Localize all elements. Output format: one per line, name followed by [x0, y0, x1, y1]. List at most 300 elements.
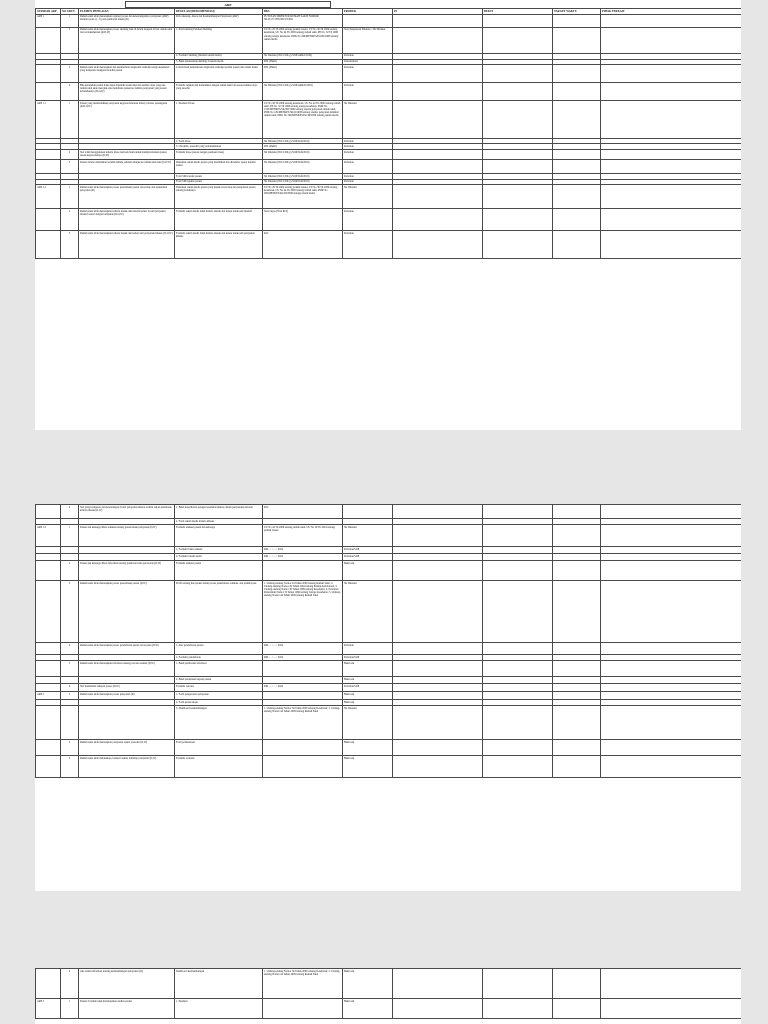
- cell-target: [553, 27, 601, 53]
- cell-pj: [393, 706, 483, 740]
- cell-standar: [36, 150, 61, 160]
- cell-regulasi: 1. Bukti keterlibatan petugas kesehatan khusus dalam penyusunan kriteria: [175, 505, 263, 519]
- cell-bks: RTL (Bukti): [263, 144, 343, 150]
- cell-pihak: [601, 184, 742, 208]
- cell-pihak: [601, 160, 742, 174]
- cell-elemen: [79, 677, 175, 684]
- document-page-1: [35, 0, 741, 430]
- cell-target: [553, 554, 601, 561]
- cell-regulasi: Form SM rujukan pasien: [175, 179, 263, 184]
- cell-regulasi: Perlu menang. Akses dan Kesinambungan Pelayanan (ARP): [175, 14, 263, 27]
- cell-elemen: Rumah sakit telah menetapkan pelayanan sesuai prosedur (D,W): [79, 740, 175, 756]
- cell-elemen: Pasien yang membutuhkan pelayanan kegawatdaruratan diberi prioritas penanganan (R,D,O,W): [79, 101, 175, 139]
- cell-bukti: [483, 643, 553, 655]
- cell-bukti: [483, 677, 553, 684]
- cell-bks: 1. Undang-undang Nomor 44 Tahun 2009 tentang Rumah Sakit; 2. Undang-undang Nomor 29 Tahun 2004 tentang Praktik Kedokteran; 3. Undang-undang Nomor 36 Tahun 2009 tentang Kesehatan; 4. Peraturan Pemerintah Nomor 32 Tahun 1996 tentang Tenaga Kesehatan; 5. Undang-undang Nomor 44 Tahun 2009 tentang Rumah Sakit: [263, 581, 343, 643]
- cell-elemen: Rumah sakit telah menetapkan regulasi proses dan kewenangannya pelayanan (ARP) meliputi poin a) – f) pada gambaran umum (R): [79, 14, 175, 27]
- cell-bks: SK Direktur (NO/1/XII-yy/SOP/IGD/2019): [263, 179, 343, 184]
- table-row: [36, 756, 742, 778]
- cell-target: [553, 83, 601, 101]
- cell-bks: RTL (Bukti): [263, 65, 343, 83]
- table-row: [36, 684, 742, 692]
- cell-bks: RM … / … / 2022: [263, 643, 343, 655]
- table-row: [36, 706, 742, 740]
- cell-bukti: [483, 83, 553, 101]
- cell-regulasi: 2. Form rekam medis kriteria khusus: [175, 519, 263, 525]
- table-row: [36, 554, 742, 561]
- cell-pihak: [601, 547, 742, 554]
- cell-regulasi: Formulir rencana: [175, 684, 263, 692]
- cell-pj: [393, 999, 483, 1019]
- cell-produk: Pedoman: [343, 65, 393, 83]
- cell-bks: SK Direktur (NO/1/XII-yy/SOP/ARK/I/2019): [263, 53, 343, 59]
- page-1-table: [35, 8, 741, 259]
- cell-produk: Bukti edu: [343, 756, 393, 778]
- cell-bks: RM … / … / 2022: [263, 655, 343, 661]
- cell-bks: SK Direktur (NO/1/XII-yy/SOP/IGD/2019): [263, 139, 343, 144]
- cell-target: [553, 661, 601, 677]
- cell-bks: RM … / … / 2022: [263, 684, 343, 692]
- cell-pj: [393, 740, 483, 756]
- table-row: [36, 999, 742, 1019]
- cell-bukti: [483, 525, 553, 547]
- table-row: [36, 184, 742, 208]
- cell-bks: PUTUSAN DIREKTUR RUMAH SAKIT NOMOR SK.01.07/1385/XII/VI/2021: [263, 14, 343, 27]
- cell-pihak: [601, 525, 742, 547]
- cell-regulasi: 3. Checklist, prosedur yang terdokumentasi: [175, 144, 263, 150]
- cell-pj: [393, 684, 483, 692]
- cell-bks: RM … / … / 2022: [263, 554, 343, 561]
- cell-regulasi: 1. Profil tentang Panduan Skrining: [175, 27, 263, 53]
- cell-standar: [36, 684, 61, 692]
- cell-elemen: [79, 547, 175, 554]
- page-2-body: [36, 505, 742, 778]
- cell-pihak: [601, 561, 742, 581]
- cell-regulasi: 1. Formulir bukti edukasi: [175, 547, 263, 554]
- cell-bks: UU No 44 Th 2009 tentang rumah sakit, UU No 29 Th 2004 tentang praktik dokter: [263, 525, 343, 547]
- cell-pihak: [601, 661, 742, 677]
- table-row: [36, 692, 742, 700]
- cell-pj: [393, 101, 483, 139]
- cell-regulasi: 3. Dashboard kesinambungan: [175, 706, 263, 740]
- cell-standar: [36, 208, 61, 230]
- cell-produk: SK Direktur: [343, 101, 393, 139]
- cell-regulasi: 1. Panduan Triase: [175, 101, 263, 139]
- cell-standar: [36, 643, 61, 655]
- cell-produk: Pedoman/SOP: [343, 655, 393, 661]
- cell-produk: [343, 14, 393, 27]
- document-page-3: [35, 968, 741, 1024]
- cell-bukti: [483, 661, 553, 677]
- cell-no: 6: [61, 684, 79, 692]
- cell-elemen: Staf telah menggunakan kriteria triase berbasis bukti untuk memprioritaskan pasien sesuai kegawatannya (D,W): [79, 150, 175, 160]
- cell-target: [553, 525, 601, 547]
- cell-pihak: [601, 740, 742, 756]
- cell-pihak: [601, 230, 742, 258]
- header-produk: PRODUK: [343, 9, 393, 15]
- cell-no: 4: [61, 505, 79, 519]
- table-row: [36, 661, 742, 677]
- cell-pj: [393, 547, 483, 554]
- cell-no: 4: [61, 969, 79, 999]
- cell-pj: [393, 643, 483, 655]
- cell-elemen: Pasien di rumah sakit mendapatkan asuhan pasien: [79, 999, 175, 1019]
- cell-target: [553, 547, 601, 554]
- cell-target: [553, 999, 601, 1019]
- cell-pihak: [601, 969, 742, 999]
- cell-regulasi: 1. Form pengawasan pelayanan: [175, 692, 263, 700]
- cell-elemen: Pasien darurat distabilkan terlebih dahulu sebelum dirujuk ke rumah sakit lain (D,O,W): [79, 160, 175, 174]
- cell-no: [61, 706, 79, 740]
- cell-bks: [263, 677, 343, 684]
- table-row: [36, 150, 742, 160]
- cell-bks: RCI: [263, 230, 343, 258]
- cell-produk: SK Direktur: [343, 184, 393, 208]
- cell-target: [553, 230, 601, 258]
- cell-produk: Dokumentasi: [343, 59, 393, 64]
- cell-bks: SK Direktur (NO/1/XII-yy/SOP/IGD/2019): [263, 160, 343, 174]
- cell-target: [553, 101, 601, 139]
- cell-bukti: [483, 999, 553, 1019]
- cell-bukti: [483, 101, 553, 139]
- cell-regulasi: Formulir evaluasi: [175, 756, 263, 778]
- cell-produk: Pedoman: [343, 139, 393, 144]
- cell-produk: SK Direktur: [343, 525, 393, 547]
- cell-produk: Surat Keputusan Direktur / SK Direktur: [343, 27, 393, 53]
- cell-no: 4: [61, 643, 79, 655]
- cell-target: [553, 208, 601, 230]
- cell-pihak: [601, 999, 742, 1019]
- table-row: [36, 160, 742, 174]
- cell-pihak: [601, 756, 742, 778]
- cell-regulasi: Formulir triase (sesuai dengan panduan triase): [175, 150, 263, 160]
- table-row: [36, 561, 742, 581]
- cell-standar: [36, 27, 61, 53]
- cell-bks: [263, 999, 343, 1019]
- table-row: [36, 525, 742, 547]
- cell-no: 2: [61, 740, 79, 756]
- cell-bks: UU No 36 Th 2009 tentang kesehatan, UU No 44 Th 2009 tentang rumah sakit, PP No. 32 Th 1996 tentang tenaga kesehatan, PMK No 1333/MENKES/SK/XII/1999 tentang standar pelayanan rumah sakit, PMK No 129/MENKES/SK/II/2008 tentang standar pelayanan minimal rumah sakit, PMK No 269/MENKES/Per/III/2008 tentang rekam medis: [263, 101, 343, 139]
- cell-elemen: Rumah sakit telah menetapkan proses pendaftaran pasien rawat jalan (D,W): [79, 643, 175, 655]
- header-pihak: PIHAK TERKAIT: [601, 9, 742, 15]
- cell-pj: [393, 756, 483, 778]
- header-no: NO URUT: [61, 9, 79, 15]
- cell-bks: 1. Undang-undang Nomor 36 Tahun 2009 tentang Kesehatan; 2. Undang-undang Nomor 44 Tahun 2009 tentang Rumah Sakit: [263, 969, 343, 999]
- table-row: [36, 208, 742, 230]
- cell-elemen: Bila kebutuhan pasien tidak dapat dipenuhi sesuai misi dan sumber daya yang ada, rumah sakit akan merujuk atau membantu pasien ke fasilitas pelayanan yang sesuai kebutuhannya (D,O,W): [79, 83, 175, 101]
- header-bukti: BUKTI: [483, 9, 553, 15]
- cell-pihak: [601, 65, 742, 83]
- header-pj: PJ: [393, 9, 483, 15]
- cell-pj: [393, 208, 483, 230]
- cell-bks: SK Direktur (NO/1/XII-yy/SOP/IGD/2019): [263, 174, 343, 179]
- cell-target: [553, 684, 601, 692]
- cell-no: [61, 554, 79, 561]
- cell-produk: Bukti edu: [343, 740, 393, 756]
- cell-regulasi: 2. Formulir Skrining (Intensif rekam medis): [175, 53, 263, 59]
- cell-standar: ARP 1.2: [36, 184, 61, 208]
- cell-standar: [36, 756, 61, 778]
- cell-target: [553, 969, 601, 999]
- cell-produk: Pedoman/SOP: [343, 547, 393, 554]
- cell-regulasi: 2. Bukti penjelasan kepada pasien: [175, 677, 263, 684]
- cell-produk: Pedoman/SOP: [343, 554, 393, 561]
- cell-pihak: [601, 101, 742, 139]
- cell-elemen: [79, 554, 175, 561]
- cell-pj: [393, 27, 483, 53]
- cell-standar: [36, 65, 61, 83]
- table-row: [36, 740, 742, 756]
- cell-bks: [263, 756, 343, 778]
- table-row: [36, 230, 742, 258]
- table-row: [36, 14, 742, 27]
- cell-pihak: [601, 643, 742, 655]
- cell-no: 1: [61, 999, 79, 1019]
- cell-pj: [393, 505, 483, 519]
- cell-produk: Pedoman: [343, 230, 393, 258]
- cell-standar: [36, 561, 61, 581]
- cell-regulasi: Formulir edukasi pasien dan keluarga: [175, 525, 263, 547]
- cell-standar: ARP 3: [36, 999, 61, 1019]
- table-row: [36, 581, 742, 643]
- cell-pihak: [601, 706, 742, 740]
- cell-produk: Pedoman: [343, 83, 393, 101]
- cell-target: [553, 756, 601, 778]
- cell-pj: [393, 581, 483, 643]
- cell-bukti: [483, 684, 553, 692]
- cell-elemen: Pasien dan keluarga diberi edukasi tentang perencanaan pelayanan (D,W): [79, 525, 175, 547]
- cell-bks: SK Direktur (NO/1/XII-yy/SOP/ARK/II/2019): [263, 83, 343, 101]
- table-row: [36, 547, 742, 554]
- cell-bukti: [483, 756, 553, 778]
- cell-pj: [393, 969, 483, 999]
- cell-bukti: [483, 561, 553, 581]
- cell-bks: UU No 29 Th 2004 tentang praktik dokter, UU No 36 Th 2009 tentang kesehatan, UU No 44 Th 2009 tentang rumah sakit, PP No. 32 Th 1996 tentang tenaga kesehatan, PMK No 269/MENKES/Per/III/2008 tentang rekam medis: [263, 27, 343, 53]
- cell-pihak: [601, 83, 742, 101]
- cell-elemen: [79, 706, 175, 740]
- cell-elemen: Rumah sakit telah menetapkan proses skrining baik di dalam maupun di luar rumah sakit dan terdokumentasi (R,D,W): [79, 27, 175, 53]
- table-row: [36, 677, 742, 684]
- table-row: [36, 83, 742, 101]
- cell-standar: [36, 969, 61, 999]
- cell-pj: [393, 554, 483, 561]
- cell-regulasi: 2. Formulir pendaftaran: [175, 655, 263, 661]
- cell-target: [553, 160, 601, 174]
- cell-produk: Pedoman: [343, 53, 393, 59]
- cell-target: [553, 65, 601, 83]
- cell-standar: [36, 677, 61, 684]
- cell-no: 1: [61, 184, 79, 208]
- cell-regulasi: 1. Alur pendaftaran pasien: [175, 643, 263, 655]
- cell-bukti: [483, 505, 553, 519]
- cell-bukti: [483, 150, 553, 160]
- cell-produk: Bukti edu: [343, 692, 393, 700]
- cell-pj: [393, 561, 483, 581]
- cell-bukti: [483, 27, 553, 53]
- cell-regulasi: 1. Bukti pemberian informasi: [175, 661, 263, 677]
- cell-produk: Pedoman: [343, 144, 393, 150]
- cell-pj: [393, 184, 483, 208]
- cell-no: 1: [61, 14, 79, 27]
- cell-bks: [263, 561, 343, 581]
- cell-standar: ARP 1.3: [36, 525, 61, 547]
- cell-target: [553, 740, 601, 756]
- cell-bukti: [483, 65, 553, 83]
- cell-produk: Pedoman: [343, 643, 393, 655]
- cell-standar: [36, 554, 61, 561]
- cell-no: 4: [61, 83, 79, 101]
- cell-bukti: [483, 184, 553, 208]
- cell-bukti: [483, 547, 553, 554]
- table-row: [36, 643, 742, 655]
- cell-no: [61, 677, 79, 684]
- cell-produk: Bukti edu: [343, 677, 393, 684]
- cell-bks: RM … / … / 2022: [263, 547, 343, 554]
- cell-elemen: Rumah sakit telah menetapkan proses pelayanan (R): [79, 692, 175, 700]
- header-elemen: ELEMEN PENILAIAN: [79, 9, 175, 15]
- cell-bukti: [483, 969, 553, 999]
- cell-target: [553, 150, 601, 160]
- cell-bks: RTL (Bukti): [263, 59, 343, 64]
- cell-no: 2: [61, 150, 79, 160]
- cell-regulasi: Form SM transfer pasien: [175, 174, 263, 179]
- cell-bks: [263, 692, 343, 700]
- cell-standar: [36, 505, 61, 519]
- cell-pihak: [601, 581, 742, 643]
- cell-regulasi: Dokumen rekam medis pasien yang masuk rawat inap dan penjelasan pasien tentang kondisinya: [175, 184, 263, 208]
- cell-produk: SK Direktur: [343, 706, 393, 740]
- header-target: TARGET WAKTU: [553, 9, 601, 15]
- cell-pihak: [601, 677, 742, 684]
- cell-standar: [36, 581, 61, 643]
- cell-bks: RCI: [263, 505, 343, 519]
- cell-regulasi: Contoh hasil pemeriksaan diagnostik terhadap kondisi pasien dan rekam medis: [175, 65, 263, 83]
- cell-elemen: Rumah sakit telah menetapkan dan memberikan diagnostik terhadap tenaga kesehatan yang kompeten mengenai kondisi pasien: [79, 65, 175, 83]
- cell-pihak: [601, 150, 742, 160]
- cell-target: [553, 706, 601, 740]
- cell-elemen: Pasien dan keluarga diberi informasi tentang perkiraan lama perawatan (D,W): [79, 561, 175, 581]
- cell-elemen: Rumah sakit telah menetapkan proses penerimaan pasien rawat inap dan penundaan pelayanan (R): [79, 184, 175, 208]
- cell-no: 3: [61, 581, 79, 643]
- cell-target: [553, 581, 601, 643]
- cell-pj: [393, 160, 483, 174]
- cell-regulasi: 3. Bukti pelaksanaan skrining di rekam medis: [175, 59, 263, 64]
- cell-bks: SK Direktur (NO/1/XII-yy/SOP/IGD/2019): [263, 150, 343, 160]
- cell-no: 1: [61, 692, 79, 700]
- cell-elemen: Staf yang kompeten dari kewenangan di unit pelayanan khusus terlibat dalam penentuan kriteria masuk (D,W): [79, 505, 175, 519]
- page-2-table: [35, 504, 741, 778]
- cell-regulasi: 2. Formulir rekam medis: [175, 554, 263, 561]
- cell-produk: Pedoman: [343, 179, 393, 184]
- cell-pj: [393, 692, 483, 700]
- cell-no: 1: [61, 525, 79, 547]
- cell-pihak: [601, 692, 742, 700]
- cell-produk: Bukti edu: [343, 700, 393, 706]
- cell-produk: Bukti edu: [343, 561, 393, 581]
- page-3-body: [36, 969, 742, 1019]
- cell-produk: Bukti edu: [343, 999, 393, 1019]
- cell-elemen: Ada sistem informasi tentang kesinambungan pelayanan (D): [79, 969, 175, 999]
- cell-target: [553, 561, 601, 581]
- cell-target: [553, 184, 601, 208]
- cell-standar: [36, 230, 61, 258]
- cell-produk: Bukti edu: [343, 969, 393, 999]
- cell-regulasi: Formulir rekam medis bukti kriteria masuk dan keluar untuk unit pelayanan khusus: [175, 230, 263, 258]
- table-row: [36, 27, 742, 53]
- cell-no: 1: [61, 101, 79, 139]
- cell-target: [553, 14, 601, 27]
- cell-bks: Surat tugas (Nota RCI): [263, 208, 343, 230]
- table-row: [36, 101, 742, 139]
- table-caption: ARP: [125, 1, 331, 8]
- cell-bukti: [483, 14, 553, 27]
- cell-regulasi: Form pelaksanaan: [175, 740, 263, 756]
- cell-no: 3: [61, 65, 79, 83]
- cell-no: 2: [61, 27, 79, 53]
- cell-standar: [36, 740, 61, 756]
- cell-elemen: Rumah sakit telah melakukan evaluasi berkala terhadap pelayanan (D,W): [79, 756, 175, 778]
- cell-bukti: [483, 740, 553, 756]
- table-row: [36, 65, 742, 83]
- cell-standar: [36, 661, 61, 677]
- table-row: [36, 969, 742, 999]
- cell-produk: SK Direktur: [343, 581, 393, 643]
- cell-pj: [393, 525, 483, 547]
- cell-no: [61, 547, 79, 554]
- cell-produk: Pedoman/SOP: [343, 684, 393, 692]
- cell-regulasi: 2. Form perencanaan: [175, 700, 263, 706]
- cell-standar: [36, 160, 61, 174]
- document-page-2: [35, 504, 741, 891]
- cell-no: 3: [61, 230, 79, 258]
- cell-regulasi: Formulir rujukan dan komunikasi dengan rumah sakit lain sesuai sumber daya yang tersedia: [175, 83, 263, 101]
- cell-standar: ARP 1: [36, 14, 61, 27]
- cell-bukti: [483, 692, 553, 700]
- cell-produk: Bukti edu: [343, 661, 393, 677]
- cell-elemen: Rumah sakit telah menetapkan proses penerimaan pasien (D,W): [79, 581, 175, 643]
- cell-elemen: Rumah sakit telah menetapkan kriteria masuk dan kriteria keluar di unit pelayanan intensif sesuai dengan kebijakan (D,O,W): [79, 208, 175, 230]
- cell-bukti: [483, 230, 553, 258]
- cell-target: [553, 505, 601, 519]
- cell-produk: Pedoman: [343, 174, 393, 179]
- cell-pj: [393, 230, 483, 258]
- cell-pj: [393, 677, 483, 684]
- cell-elemen: Rumah sakit telah menetapkan kriteria masuk dan keluar unit pelayanan khusus (D,O,W): [79, 230, 175, 258]
- cell-bukti: [483, 208, 553, 230]
- cell-standar: ARP 1.1: [36, 101, 61, 139]
- cell-regulasi: Formulir edukasi pasien: [175, 561, 263, 581]
- page-3-table: [35, 968, 741, 1019]
- cell-pihak: [601, 505, 742, 519]
- cell-produk: Pedoman: [343, 150, 393, 160]
- header-standar: STANDAR ARP: [36, 9, 61, 15]
- cell-bukti: [483, 581, 553, 643]
- cell-regulasi: 2. Form triase: [175, 139, 263, 144]
- cell-bks: 1. Undang-undang Nomor 36 Tahun 2009 tentang Kesehatan; 2. Undang-undang Nomor 44 Tahun 2009 tentang Rumah Sakit: [263, 706, 343, 740]
- cell-standar: [36, 83, 61, 101]
- cell-bks: [263, 661, 343, 677]
- cell-no: 3: [61, 756, 79, 778]
- header-bks: BKS: [263, 9, 343, 15]
- cell-no: 2: [61, 208, 79, 230]
- cell-bks: UU No 29 Th 2004 tentang praktik dokter, UU No 36 Th 2009 tentang kesehatan, UU No 44 Th 2009 tentang rumah sakit, PMK No 269/MENKES/Per/III/2008 tentang rekam medis: [263, 184, 343, 208]
- cell-regulasi: Formulir rekam medis bukti kriteria masuk dan keluar untuk unit intensif: [175, 208, 263, 230]
- cell-bukti: [483, 554, 553, 561]
- cell-pj: [393, 14, 483, 27]
- cell-no: 3: [61, 160, 79, 174]
- table-row: [36, 505, 742, 519]
- cell-regulasi: 1. Panduan: [175, 999, 263, 1019]
